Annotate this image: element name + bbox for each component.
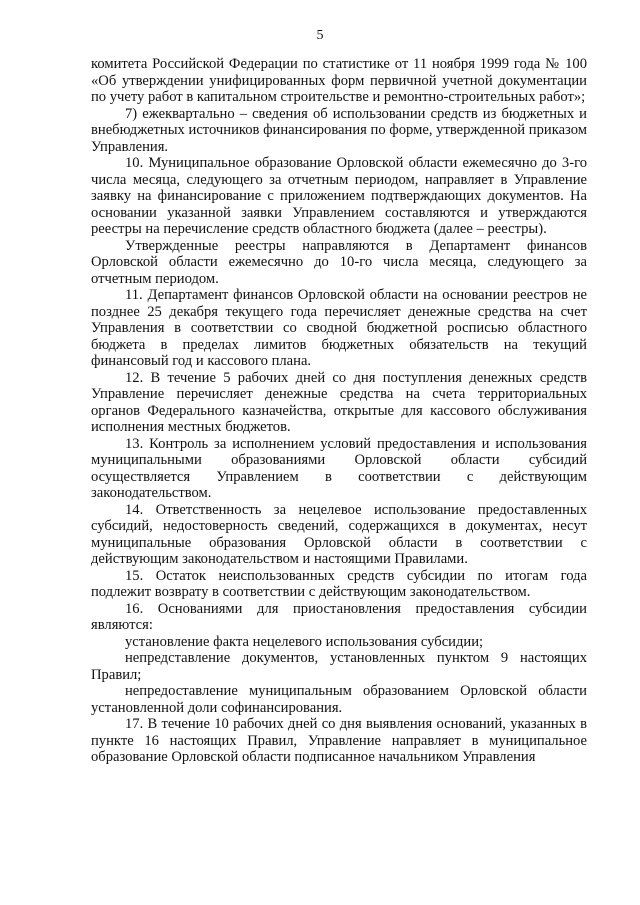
paragraph-clause-13: 13. Контроль за исполнением условий предоставления и использования муниципальными образованиями Орловской области субсидий осуществляется Управлением в соответствии с действующим законодательством. — [91, 435, 587, 501]
paragraph-ground-documents: непредставление документов, установленных пунктом 9 настоящих Правил; — [91, 650, 587, 683]
paragraph-approved-registers: Утвержденные реестры направляются в Департамент финансов Орловской области ежемесячно до 10-го числа месяца, следующего за отчетным периодом. — [91, 237, 587, 287]
paragraph-ground-cofinancing: непредоставление муниципальным образованием Орловской области установленной доли софинансирования. — [91, 683, 587, 716]
paragraph-clause-12: 12. В течение 5 рабочих дней со дня поступления денежных средств Управление перечисляет денежные средства на счета территориальных органов Федерального казначейства, открытые для кассового обслуживания исполнения местных бюджетов. — [91, 369, 587, 435]
paragraph-ground-misuse: установление факта нецелевого использования субсидии; — [125, 633, 484, 650]
paragraph-clause-16: 16. Основаниями для приостановления предоставления субсидии являются: — [91, 600, 587, 633]
paragraph-clause-10: 10. Муниципальное образование Орловской области ежемесячно до 3-го числа месяца, следующего за отчетным периодом, направляет в Управление заявку на финансирование с приложением подтверждающих документов. На основании указанной заявки Управлением составляются и утверждаются реестры на перечисление средств областного бюджета (далее – реестры). — [91, 155, 587, 237]
paragraph-clause-15: 15. Остаток неиспользованных средств субсидии по итогам года подлежит возврату в соответствии с действующим законодательством. — [91, 567, 587, 600]
paragraph-clause-14: 14. Ответственность за нецелевое использование предоставленных субсидий, недостоверность сведений, содержащихся в документах, несут муниципальные образования Орловской области в соответствии с действующим законодательством и настоящими Правилами. — [91, 501, 587, 567]
page-number: 5 — [316, 28, 324, 43]
paragraph-continuation: комитета Российской Федерации по статистике от 11 ноября 1999 года № 100 «Об утверждении унифицированных форм первичной учетной документации по учету работ в капитальном строительстве и ремонтно-строительных работ»; — [91, 56, 587, 105]
paragraph-item-7: 7) ежеквартально – сведения об использовании средств из бюджетных и внебюджетных источников финансирования по форме, утвержденной приказом Управления. — [91, 105, 587, 155]
paragraph-clause-17: 17. В течение 10 рабочих дней со дня выявления оснований, указанных в пункте 16 настоящих Правил, Управление направляет в муниципальное образование Орловской области подписанное начальником Управления — [91, 716, 587, 765]
document-body — [91, 56, 587, 766]
paragraph-clause-11: 11. Департамент финансов Орловской области на основании реестров не позднее 25 декабря текущего года перечисляет денежные средства на счет Управления в соответствии со сводной бюджетной росписью областного бюджета в пределах лимитов бюджетных обязательств на текущий финансовый год и кассового плана. — [91, 287, 587, 369]
